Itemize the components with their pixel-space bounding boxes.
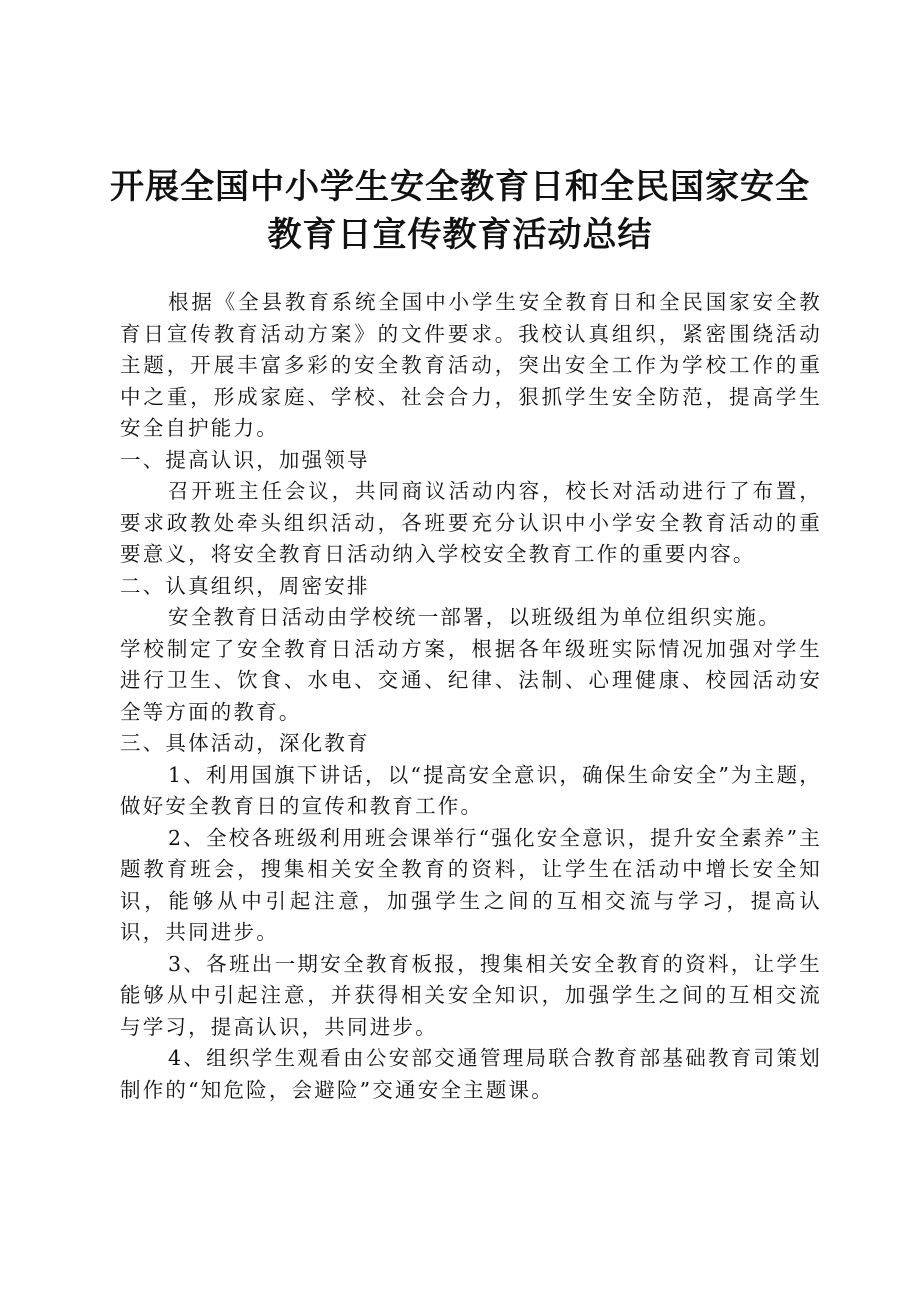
section-heading-3: 三、具体活动，深化教育 [120,731,370,755]
section-heading-1: 一、提高认识，加强领导 [120,447,370,472]
title-line-2: 教育日宣传教育活动总结 [267,215,653,255]
document-body [120,287,822,1106]
section-1-paragraph: 召开班主任会议，共同商议活动内容，校长对活动进行了布置，要求政教处牵头组织活动，各班要充分认识中小学安全教育活动的重要意义，将安全教育日活动纳入学校安全教育工作的重要内容。 [120,479,822,566]
section-2-paragraph-a: 安全教育日活动由学校统一部署，以班级组为单位组织实施。 [168,605,781,629]
activity-item-2: 2、全校各班级利用班会课举行“强化安全意识，提升安全素养”主题教育班会，搜集相关安全教育的资料，让学生在活动中增长安全知识，能够从中引起注意，加强学生之间的互相交流与学习，提高认识，共同进步。 [120,825,822,944]
activity-item-1: 1、利用国旗下讲话，以“提高安全意识，确保生命安全”为主题，做好安全教育日的宣传和教育工作。 [120,762,822,818]
section-2-paragraph-b: 学校制定了安全教育日活动方案，根据各年级班实际情况加强对学生进行卫生、饮食、水电、交通、纪律、法制、心理健康、校园活动安全等方面的教育。 [120,636,822,724]
section-heading-2: 二、认真组织，周密安排 [120,573,370,598]
activity-item-4: 4、组织学生观看由公安部交通管理局联合教育部基础教育司策划制作的“知危险，会避险”交通安全主题课。 [120,1046,822,1102]
activity-item-3: 3、各班出一期安全教育板报，搜集相关安全教育的资料，让学生能够从中引起注意，并获得相关安全知识，加强学生之间的互相交流与学习，提高认识，共同进步。 [120,951,822,1039]
title-line-1: 开展全国中小学生安全教育日和全民国家安全 [110,167,810,207]
intro-paragraph: 根据《全县教育系统全国中小学生安全教育日和全民国家安全教育日宣传教育活动方案》的文件要求。我校认真组织，紧密围绕活动主题，开展丰富多彩的安全教育活动，突出安全工作为学校工作的重中之重，形成家庭、学校、社会合力，狠抓学生安全防范，提高学生安全自护能力。 [120,290,822,440]
document-title [80,163,840,259]
